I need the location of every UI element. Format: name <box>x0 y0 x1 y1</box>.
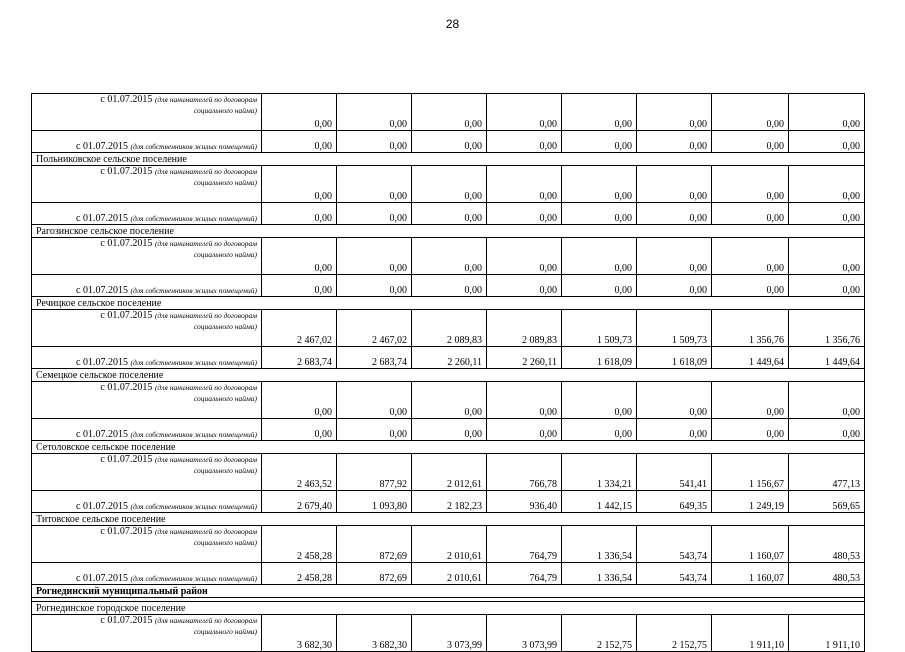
tariff-value-cell: 0,00 <box>712 94 789 131</box>
tariff-value-cell: 0,00 <box>337 94 412 131</box>
tariff-value-cell: 2 089,83 <box>412 310 487 347</box>
tariff-value-cell: 0,00 <box>789 94 865 131</box>
tariff-value-cell: 0,00 <box>562 382 637 419</box>
tariff-value-cell: 0,00 <box>337 203 412 225</box>
effective-date: с 01.07.2015 <box>76 501 128 512</box>
tariff-value-cell: 1 356,76 <box>712 310 789 347</box>
tenant-note-line1: (для нанимателей по договорам <box>154 455 257 464</box>
tariff-value-cell: 1 442,15 <box>562 491 637 513</box>
tariff-value-cell: 0,00 <box>637 131 712 153</box>
tariff-value-cell: 0,00 <box>562 419 637 441</box>
tariff-value-cell: 0,00 <box>262 238 337 275</box>
settlement-name: Польниковское сельское поселение <box>32 153 865 166</box>
tariff-value-cell: 1 911,10 <box>712 615 789 652</box>
tariff-value-cell: 480,53 <box>789 563 865 585</box>
owner-tariff-row <box>32 203 865 225</box>
tariff-value-cell: 477,13 <box>789 454 865 491</box>
tariff-value-cell: 649,35 <box>637 491 712 513</box>
tariff-value-cell: 1 156,67 <box>712 454 789 491</box>
district-name: Рогнединский муниципальный район <box>32 585 865 598</box>
tenant-tariff-row <box>32 310 865 347</box>
tariff-value-cell: 0,00 <box>712 382 789 419</box>
tariff-value-cell: 0,00 <box>412 166 487 203</box>
effective-date: с 01.07.2015 <box>76 285 128 296</box>
tariff-value-cell: 1 911,10 <box>789 615 865 652</box>
tariff-value-cell: 2 260,11 <box>412 347 487 369</box>
effective-date: с 01.07.2015 <box>100 94 153 105</box>
row-label <box>32 94 262 131</box>
row-label <box>32 454 262 491</box>
tariff-value-cell: 1 449,64 <box>789 347 865 369</box>
settlement-name: Рогнединское городское поселение <box>32 602 865 615</box>
tariff-value-cell: 0,00 <box>712 275 789 297</box>
row-label <box>32 131 262 153</box>
effective-date: с 01.07.2015 <box>100 310 153 321</box>
row-label <box>32 491 262 513</box>
row-label <box>32 275 262 297</box>
tariff-value-cell: 1 160,07 <box>712 526 789 563</box>
tariff-value-cell: 543,74 <box>637 526 712 563</box>
owner-note: (для собственников жилых помещений) <box>130 430 257 439</box>
tenant-note-line1: (для нанимателей по договорам <box>154 95 257 104</box>
tariff-value-cell: 0,00 <box>487 166 562 203</box>
tariff-value-cell: 1 160,07 <box>712 563 789 585</box>
effective-date: с 01.07.2015 <box>76 573 128 584</box>
tariff-table <box>31 93 865 652</box>
settlement-name: Речицкое сельское поселение <box>32 297 865 310</box>
tariff-value-cell: 0,00 <box>412 275 487 297</box>
owner-tariff-row <box>32 347 865 369</box>
effective-date: с 01.07.2015 <box>76 357 128 368</box>
settlement-header-row <box>32 153 865 166</box>
settlement-header-row <box>32 602 865 615</box>
tariff-value-cell: 0,00 <box>562 203 637 225</box>
tariff-value-cell: 764,79 <box>487 563 562 585</box>
effective-date: с 01.07.2015 <box>100 454 153 465</box>
tariff-value-cell: 1 336,54 <box>562 526 637 563</box>
tariff-value-cell: 2 683,74 <box>337 347 412 369</box>
tariff-value-cell: 0,00 <box>262 203 337 225</box>
tariff-value-cell: 0,00 <box>412 131 487 153</box>
tariff-value-cell: 764,79 <box>487 526 562 563</box>
tariff-value-cell: 0,00 <box>712 203 789 225</box>
tariff-value-cell: 3 073,99 <box>487 615 562 652</box>
tenant-tariff-row <box>32 238 865 275</box>
tariff-value-cell: 0,00 <box>637 382 712 419</box>
tariff-value-cell: 0,00 <box>412 203 487 225</box>
tariff-value-cell: 0,00 <box>487 203 562 225</box>
tariff-value-cell: 2 467,02 <box>337 310 412 347</box>
tariff-value-cell: 0,00 <box>789 275 865 297</box>
tenant-note-line1: (для нанимателей по договорам <box>154 167 257 176</box>
tariff-value-cell: 2 152,75 <box>637 615 712 652</box>
tariff-value-cell: 0,00 <box>337 419 412 441</box>
tenant-note-line1: (для нанимателей по договорам <box>154 383 257 392</box>
tariff-value-cell: 0,00 <box>337 238 412 275</box>
effective-date: с 01.07.2015 <box>100 238 153 249</box>
tariff-value-cell: 541,41 <box>637 454 712 491</box>
settlement-header-row <box>32 441 865 454</box>
tariff-value-cell: 0,00 <box>637 419 712 441</box>
effective-date: с 01.07.2015 <box>100 526 153 537</box>
settlement-header-row <box>32 513 865 526</box>
tariff-value-cell: 0,00 <box>487 419 562 441</box>
tariff-value-cell: 0,00 <box>262 94 337 131</box>
tariff-value-cell: 1 618,09 <box>562 347 637 369</box>
row-label <box>32 203 262 225</box>
row-label <box>32 419 262 441</box>
tariff-value-cell: 0,00 <box>412 238 487 275</box>
tariff-value-cell: 2 458,28 <box>262 563 337 585</box>
tariff-value-cell: 0,00 <box>412 419 487 441</box>
tariff-value-cell: 0,00 <box>562 275 637 297</box>
tariff-value-cell: 2 463,52 <box>262 454 337 491</box>
settlement-header-row <box>32 297 865 310</box>
tariff-value-cell: 0,00 <box>637 275 712 297</box>
tariff-value-cell: 1 093,80 <box>337 491 412 513</box>
tariff-value-cell: 0,00 <box>337 166 412 203</box>
tariff-value-cell: 0,00 <box>712 419 789 441</box>
tariff-value-cell: 0,00 <box>712 238 789 275</box>
tariff-value-cell: 2 010,61 <box>412 526 487 563</box>
tariff-value-cell: 1 334,21 <box>562 454 637 491</box>
tariff-value-cell: 2 012,61 <box>412 454 487 491</box>
row-label <box>32 347 262 369</box>
tariff-value-cell: 2 089,83 <box>487 310 562 347</box>
tariff-value-cell: 0,00 <box>562 166 637 203</box>
tenant-tariff-row <box>32 454 865 491</box>
effective-date: с 01.07.2015 <box>100 382 153 393</box>
tariff-value-cell: 2 458,28 <box>262 526 337 563</box>
owner-note: (для собственников жилых помещений) <box>130 574 257 583</box>
tariff-value-cell: 0,00 <box>637 238 712 275</box>
tariff-value-cell: 3 682,30 <box>262 615 337 652</box>
tariff-value-cell: 2 152,75 <box>562 615 637 652</box>
tariff-value-cell: 936,40 <box>487 491 562 513</box>
tenant-tariff-row <box>32 615 865 652</box>
tariff-value-cell: 0,00 <box>789 382 865 419</box>
tenant-tariff-row <box>32 382 865 419</box>
tariff-value-cell: 0,00 <box>262 419 337 441</box>
tariff-value-cell: 1 336,54 <box>562 563 637 585</box>
page-number: 28 <box>445 17 460 31</box>
tariff-value-cell: 2 467,02 <box>262 310 337 347</box>
tariff-value-cell: 0,00 <box>337 275 412 297</box>
tenant-tariff-row <box>32 166 865 203</box>
effective-date: с 01.07.2015 <box>100 166 153 177</box>
tariff-value-cell: 0,00 <box>487 238 562 275</box>
tariff-value-cell: 0,00 <box>712 131 789 153</box>
tariff-value-cell: 3 682,30 <box>337 615 412 652</box>
tariff-value-cell: 0,00 <box>637 166 712 203</box>
settlement-name: Рагозинское сельское поселение <box>32 225 865 238</box>
tenant-note-line2: социального найма) <box>193 627 257 636</box>
owner-tariff-row <box>32 563 865 585</box>
tenant-tariff-row <box>32 94 865 131</box>
tariff-value-cell: 0,00 <box>487 131 562 153</box>
settlement-name: Титовское сельское поселение <box>32 513 865 526</box>
tariff-value-cell: 1 509,73 <box>562 310 637 347</box>
tariff-value-cell: 0,00 <box>337 131 412 153</box>
tariff-value-cell: 766,78 <box>487 454 562 491</box>
effective-date: с 01.07.2015 <box>100 615 153 626</box>
settlement-header-row <box>32 225 865 238</box>
tenant-note-line1: (для нанимателей по договорам <box>154 616 257 625</box>
row-label <box>32 310 262 347</box>
tariff-value-cell: 0,00 <box>562 94 637 131</box>
tariff-value-cell: 0,00 <box>262 382 337 419</box>
tariff-value-cell: 0,00 <box>487 94 562 131</box>
tariff-value-cell: 0,00 <box>562 131 637 153</box>
tariff-value-cell: 0,00 <box>637 94 712 131</box>
tariff-value-cell: 1 618,09 <box>637 347 712 369</box>
tenant-note-line2: социального найма) <box>193 466 257 475</box>
tariff-value-cell: 0,00 <box>262 131 337 153</box>
tariff-value-cell: 2 182,23 <box>412 491 487 513</box>
row-label <box>32 615 262 652</box>
tenant-note-line2: социального найма) <box>193 178 257 187</box>
tariff-value-cell: 0,00 <box>789 131 865 153</box>
tenant-note-line2: социального найма) <box>193 394 257 403</box>
tariff-value-cell: 0,00 <box>562 238 637 275</box>
tariff-value-cell: 480,53 <box>789 526 865 563</box>
tariff-value-cell: 1 356,76 <box>789 310 865 347</box>
owner-note: (для собственников жилых помещений) <box>130 502 257 511</box>
tariff-value-cell: 877,92 <box>337 454 412 491</box>
tariff-value-cell: 0,00 <box>262 166 337 203</box>
tariff-value-cell: 2 679,40 <box>262 491 337 513</box>
settlement-name: Семецкое сельское поселение <box>32 369 865 382</box>
tariff-value-cell: 2 683,74 <box>262 347 337 369</box>
tenant-note-line1: (для нанимателей по договорам <box>154 239 257 248</box>
tariff-value-cell: 0,00 <box>412 94 487 131</box>
settlement-header-row <box>32 369 865 382</box>
tariff-value-cell: 0,00 <box>637 203 712 225</box>
settlement-name: Сетоловское сельское поселение <box>32 441 865 454</box>
owner-note: (для собственников жилых помещений) <box>130 142 257 151</box>
row-label <box>32 238 262 275</box>
tariff-value-cell: 0,00 <box>412 382 487 419</box>
tariff-value-cell: 0,00 <box>712 166 789 203</box>
tariff-value-cell: 2 010,61 <box>412 563 487 585</box>
owner-note: (для собственников жилых помещений) <box>130 214 257 223</box>
tenant-note-line2: социального найма) <box>193 250 257 259</box>
tariff-value-cell: 0,00 <box>789 419 865 441</box>
tariff-value-cell: 0,00 <box>337 382 412 419</box>
tariff-value-cell: 0,00 <box>789 166 865 203</box>
owner-tariff-row <box>32 491 865 513</box>
tariff-value-cell: 3 073,99 <box>412 615 487 652</box>
row-label <box>32 166 262 203</box>
owner-tariff-row <box>32 419 865 441</box>
effective-date: с 01.07.2015 <box>76 141 128 152</box>
tariff-value-cell: 569,65 <box>789 491 865 513</box>
tariff-value-cell: 1 449,64 <box>712 347 789 369</box>
tariff-value-cell: 872,69 <box>337 563 412 585</box>
owner-note: (для собственников жилых помещений) <box>130 358 257 367</box>
tariff-value-cell: 0,00 <box>487 382 562 419</box>
row-label <box>32 382 262 419</box>
tariff-value-cell: 543,74 <box>637 563 712 585</box>
owner-note: (для собственников жилых помещений) <box>130 286 257 295</box>
tenant-note-line2: социального найма) <box>193 538 257 547</box>
tariff-value-cell: 0,00 <box>262 275 337 297</box>
tariff-value-cell: 1 509,73 <box>637 310 712 347</box>
district-header-row <box>32 585 865 598</box>
effective-date: с 01.07.2015 <box>76 429 128 440</box>
tariff-value-cell: 0,00 <box>789 203 865 225</box>
tariff-value-cell: 0,00 <box>487 275 562 297</box>
row-label <box>32 526 262 563</box>
tenant-note-line2: социального найма) <box>193 322 257 331</box>
effective-date: с 01.07.2015 <box>76 213 128 224</box>
tenant-note-line1: (для нанимателей по договорам <box>154 311 257 320</box>
tariff-value-cell: 2 260,11 <box>487 347 562 369</box>
tariff-value-cell: 1 249,19 <box>712 491 789 513</box>
owner-tariff-row <box>32 275 865 297</box>
row-label <box>32 563 262 585</box>
owner-tariff-row <box>32 131 865 153</box>
tariff-value-cell: 872,69 <box>337 526 412 563</box>
tenant-note-line2: социального найма) <box>193 106 257 115</box>
tenant-note-line1: (для нанимателей по договорам <box>154 527 257 536</box>
tariff-value-cell: 0,00 <box>789 238 865 275</box>
tenant-tariff-row <box>32 526 865 563</box>
